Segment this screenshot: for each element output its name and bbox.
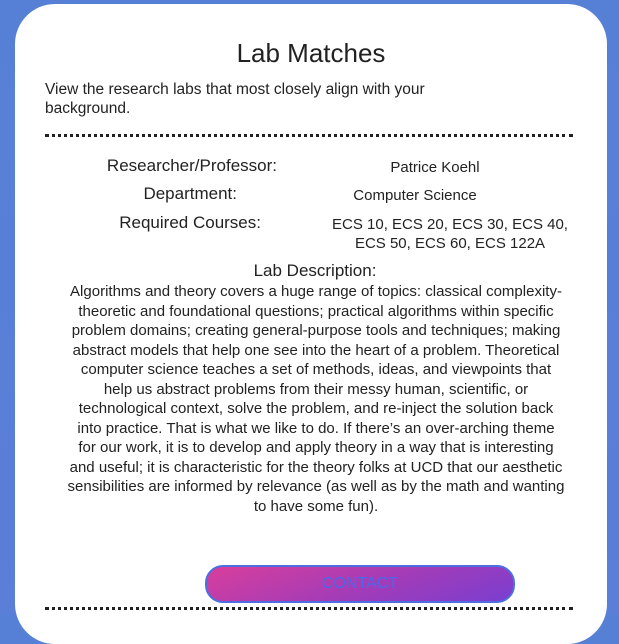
page-title: Lab Matches <box>236 38 386 68</box>
intro-text: View the research labs that most closely align with your background. <box>45 81 425 117</box>
divider <box>45 607 573 610</box>
lab-matches-card <box>15 4 607 644</box>
divider <box>45 134 573 137</box>
department-label: Department: <box>143 184 237 203</box>
description-text: Algorithms and theory covers a huge range of topics: classical complexity-theoretic and foundational questions; practical algorithms within specific problem domains; creating general-purpose tools and techniques; making abstract models that help one see into the heart of a problem. Theoretical computer science teaches a set of methods, ideas, and viewpoints that help us abstract problems from their messy human, scientific, or technological context, solve the problem, and re-inject the solution back into practice. That is what we like to do. If there’s an over-arching theme for our work, it is to develop and apply theory in a way that is interesting and useful; it is characteristic for the theory folks at UCD that our aesthetic sensibilities are informed by relevance (as well as by the math and wanting to have some fun). <box>67 283 565 515</box>
description-label: Lab Description: <box>253 261 377 280</box>
researcher-value: Patrice Koehl <box>390 159 480 176</box>
contact-button[interactable]: CONTACT <box>205 565 515 603</box>
courses-value: ECS 10, ECS 20, ECS 30, ECS 40, ECS 50, ECS 60, ECS 122A <box>332 216 568 252</box>
researcher-label: Researcher/Professor: <box>106 156 277 175</box>
department-value: Computer Science <box>353 187 477 204</box>
courses-label: Required Courses: <box>119 213 261 232</box>
